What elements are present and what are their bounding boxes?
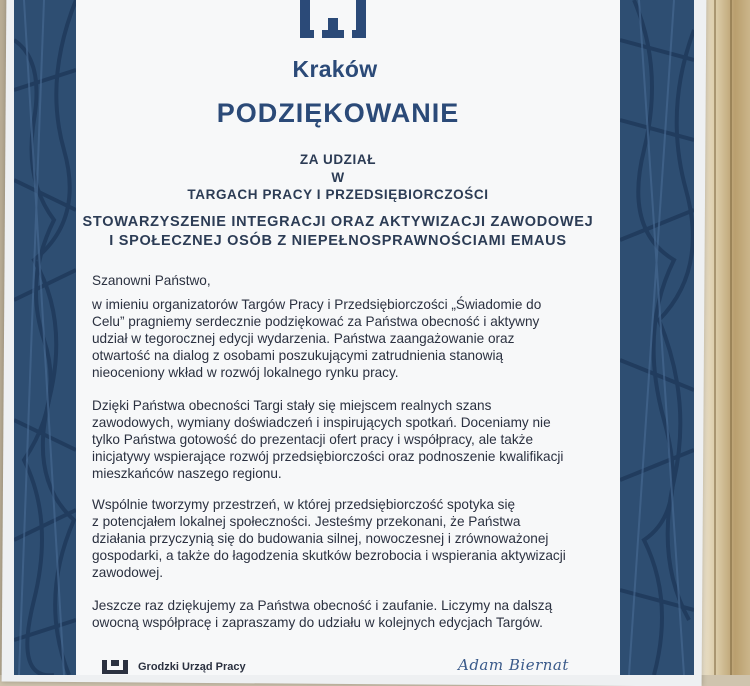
picture-frame-edge (700, 0, 750, 675)
signature: Adam Biernat (458, 656, 569, 674)
recipient-line-2: I SPOŁECZNEJ OSÓB Z NIEPEŁNOSPRAWNOŚCIAMI EMAUS (109, 233, 567, 249)
recipient-line-1: STOWARZYSZENIE INTEGRACJI ORAZ AKTYWIZACJI ZAWODOWEJ (82, 214, 594, 230)
subtitle-line-2: W (331, 170, 345, 185)
gup-logo-icon (102, 660, 128, 674)
event-name: TARGACH PRACY I PRZEDSIĘBIORCZOŚCI (187, 187, 489, 202)
paragraph-2: Dzięki Państwa obecności Targi stały się miejscem realnych szans zawodowych, wymiany doświadczeń i inspirujących spotkań. Doceniamy nie tylko Państwa gotowość do prezentacji ofert pracy i współpracy, ale także inicjatywy wspierające rozwój przedsiębiorczości oraz podnoszenie kwalifikacji mieszkańców naszego regionu. (92, 398, 564, 481)
certificate-title: PODZIĘKOWANIE (216, 98, 460, 128)
paragraph-3: Wspólnie tworzymy przestrzeń, w której przedsiębiorczość spotyka się z potencjałem lokalnej społeczności. Jesteśmy przekonani, że Państwa działania przyczynią się do budowania silnej, nowoczesnej i zrównoważonej gospodarki, a także do łagodzenia skutków bezrobocia i wspierania aktywizacji zawodowej. (92, 497, 566, 580)
salutation: Szanowni Państwo, (92, 273, 211, 288)
paragraph-1: w imieniu organizatorów Targów Pracy i Przedsiębiorczości „Świadomie do Celu” pragniemy serdecznie podziękować za Państwa obecność i aktywny udział w tegorocznej edycji wydarzenia. Państwa zaangażowanie oraz otwartość na dialog z osobami poszukującymi zatrudnienia stanowią nieoceniony wkład w rozwój lokalnego rynku pracy. (92, 297, 542, 380)
city-name: Kraków (292, 56, 378, 82)
paragraph-4: Jeszcze raz dziękujemy za Państwa obecność i zaufanie. Liczymy na dalszą owocną współpracę i zapraszamy do udziału w kolejnych edycjach Targów. (92, 598, 553, 630)
subtitle-line-1: ZA UDZIAŁ (299, 152, 377, 167)
krakow-logo-icon (298, 0, 368, 40)
office-name: Grodzki Urząd Pracy (138, 661, 246, 673)
